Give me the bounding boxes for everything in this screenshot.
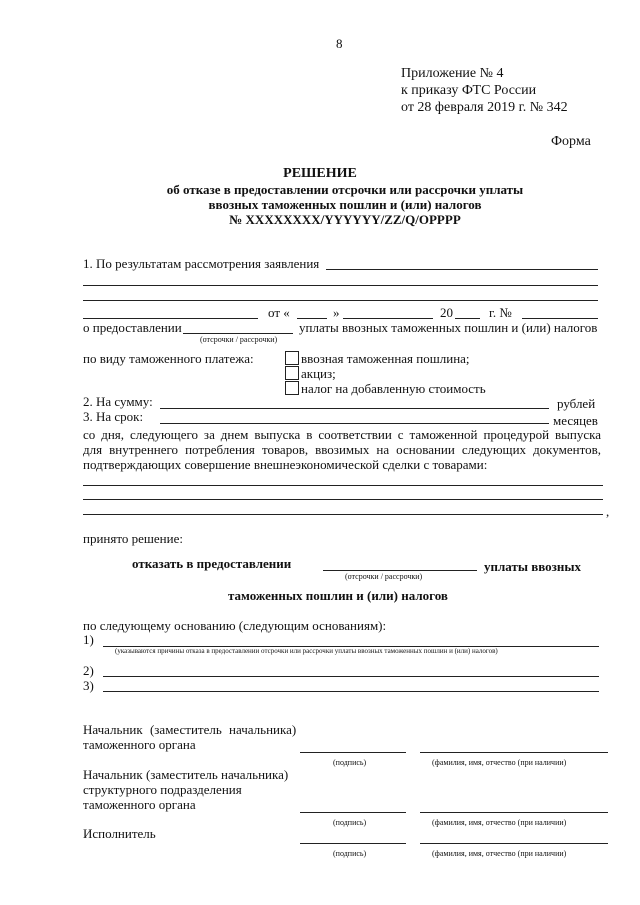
executor-signature-field[interactable] [300,843,406,844]
ground-number-2: 2) [83,663,94,678]
date-year-prefix: 20 [440,305,453,320]
amount-label: 2. На сумму: [83,394,153,409]
unit-chief-name-field[interactable] [420,812,608,813]
payment-type-label: по виду таможенного платежа: [83,351,254,366]
checkbox-excise[interactable] [285,366,299,380]
unit-chief-title-1: Начальник (заместитель начальника) [83,767,289,782]
executor-name-hint: (фамилия, имя, отчество (при наличии) [432,849,567,858]
term-text-3: подтверждающих совершение внешнеэкономической сделки с товарами: [83,457,488,472]
document-number: № XXXXXXXX/YYYYYY/ZZ/Q/OPPPP [229,212,461,227]
executor-name-field[interactable] [420,843,608,844]
document-subtitle-2: ввозных таможенных пошлин и (или) налогов [208,197,482,212]
chief-title-2: таможенного органа [83,737,196,752]
amount-field[interactable] [160,408,549,409]
documents-field-2[interactable] [83,499,603,500]
checkbox-vat[interactable] [285,381,299,395]
unit-chief-title-2: структурного подразделения [83,782,242,797]
executor-label: Исполнитель [83,826,156,841]
term-unit: месяцев [553,413,598,428]
term-text-1: со дня, следующего за днем выпуска в соответствии с таможенной процедурой выпуска [83,427,601,442]
date-day-field[interactable] [297,318,327,319]
decision-refuse: отказать в предоставлении [132,556,292,571]
unit-chief-title-3: таможенного органа [83,797,196,812]
term-field[interactable] [160,423,549,424]
decision-type-field[interactable] [323,570,477,571]
chief-signature-hint: (подпись) [333,758,367,767]
executor-signature-hint: (подпись) [333,849,367,858]
page-number: 8 [336,36,343,51]
chief-name-hint: (фамилия, имя, отчество (при наличии) [432,758,567,767]
ground-number-1: 1) [83,632,94,647]
chief-signature-field[interactable] [300,752,406,753]
application-field[interactable] [326,269,598,270]
date-year-field[interactable] [455,318,480,319]
ground-number-3: 3) [83,678,94,693]
date-year-suffix: г. № [489,305,512,320]
deferral-type-field[interactable] [183,333,293,334]
document-heading: РЕШЕНИЕ [283,166,357,181]
form-label: Форма [551,134,591,149]
date-quote-close: » [333,305,340,320]
decision-line-2: таможенных пошлин и (или) налогов [228,588,448,603]
term-label: 3. На срок: [83,409,144,424]
appendix-line-1: Приложение № 4 [401,66,504,81]
option-import-duty: ввозная таможенная пошлина; [301,351,470,366]
option-excise: акциз; [301,366,336,381]
provision-label: о предоставлении [83,320,182,335]
appendix-line-3: от 28 февраля 2019 г. № 342 [401,100,568,115]
application-number-field[interactable] [522,318,598,319]
chief-name-field[interactable] [420,752,608,753]
payment-tail: уплаты ввозных таможенных пошлин и (или) налогов [299,320,598,335]
amount-unit: рублей [557,396,596,411]
chief-title-1: Начальник (заместитель начальника) [83,722,297,737]
application-field-line-2[interactable] [83,285,598,286]
checkbox-import-duty[interactable] [285,351,299,365]
unit-chief-signature-hint: (подпись) [333,818,367,827]
deferral-type-hint: (отсрочки / рассрочки) [200,335,278,344]
option-vat: налог на добавленную стоимость [301,381,486,396]
ground-field-2[interactable] [103,676,599,677]
section1-intro: 1. По результатам рассмотрения заявления [83,256,320,271]
documents-comma: , [606,504,610,519]
decision-tail: уплаты ввозных [484,559,582,574]
applicant-field[interactable] [83,318,258,319]
application-field-line-3[interactable] [83,300,598,301]
documents-field-3[interactable] [83,514,603,515]
unit-chief-name-hint: (фамилия, имя, отчество (при наличии) [432,818,567,827]
ground-field-3[interactable] [103,691,599,692]
date-from-label: от « [268,305,290,320]
term-text-2: для внутреннего потребления товаров, ввозимых на основании следующих документов, [83,442,601,457]
date-month-field[interactable] [343,318,433,319]
unit-chief-signature-field[interactable] [300,812,406,813]
decision-type-hint: (отсрочки / рассрочки) [345,572,423,581]
grounds-label: по следующему основанию (следующим основаниям): [83,618,387,633]
document-subtitle-1: об отказе в предоставлении отсрочки или рассрочки уплаты [166,182,524,197]
decision-label: принято решение: [83,531,183,546]
appendix-line-2: к приказу ФТС России [401,83,537,98]
grounds-hint: (указываются причины отказа в предоставлении отсрочки или рассрочки уплаты ввозных таможенных пошлин и (или) налогов) [115,647,498,655]
documents-field-1[interactable] [83,485,603,486]
